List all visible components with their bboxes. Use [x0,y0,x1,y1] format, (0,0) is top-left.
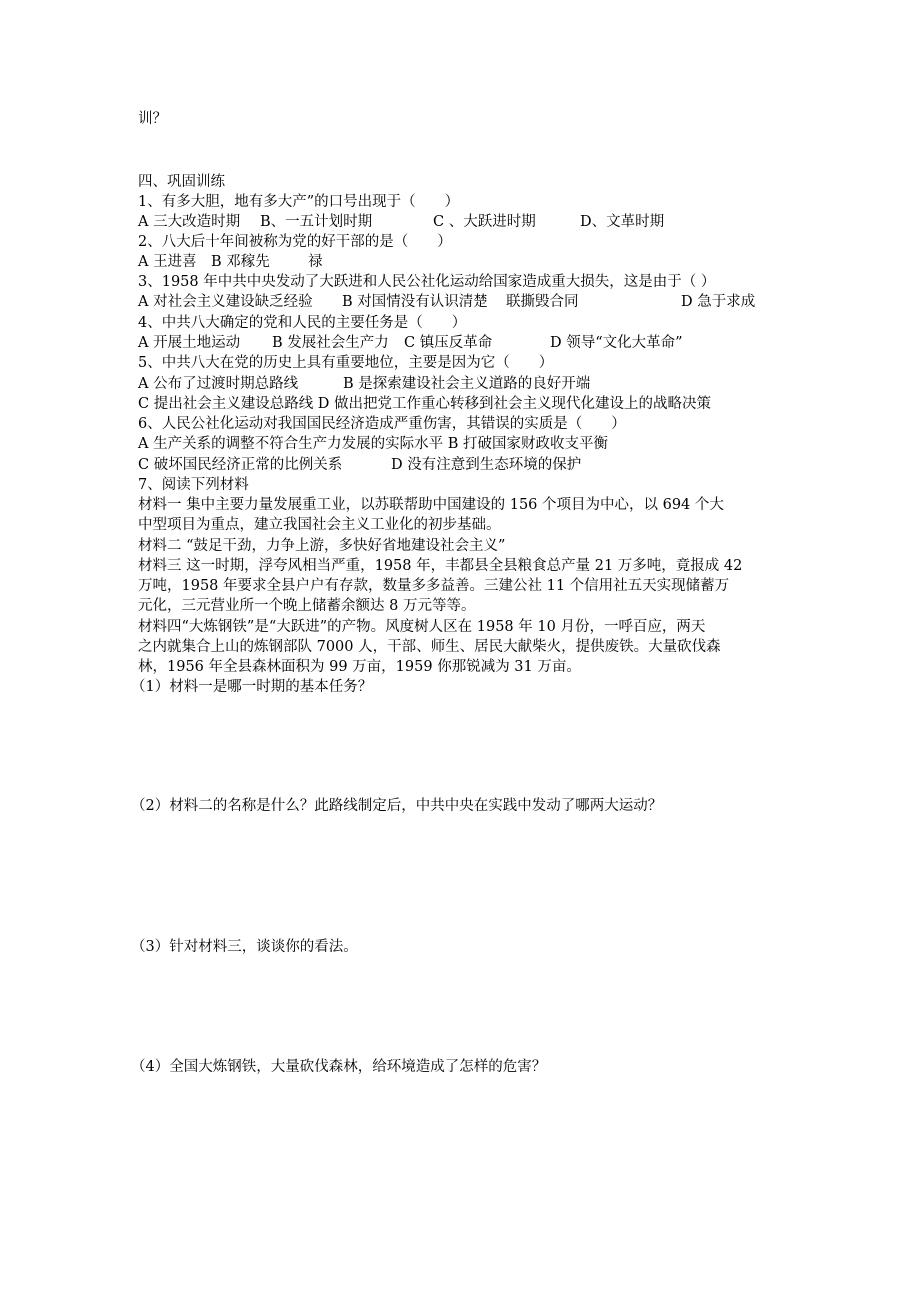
sub-question-1: （1）材料一是哪一时期的基本任务？ [131,679,373,695]
option-d: D 领导“文化大革命” [550,335,683,351]
sub-question-2: （2）材料二的名称是什么？此路线制定后，中共中央在实践中发动了哪两大运动？ [131,798,663,814]
question-5-stem: 5、中共八大在党的历史上具有重要地位，主要是因为它（ ） [138,355,554,371]
material-3-line3: 元化，三元营业所一个晚上储蓄余额达 8 万元等等。 [138,598,476,614]
material-4-line1: 材料四“大炼钢铁”是“大跃进”的产物。风度树人区在 1958 年 10 月份，一呼百应，两天 [138,619,706,635]
question-1-stem: 1、有多大胆，地有多大产”的口号出现于（ ） [138,194,460,210]
section-title: 四、巩固训练 [138,174,225,190]
material-1-line2: 中型项目为重点，建立我国社会主义工业化的初步基础。 [138,517,501,533]
option-c: C 破坏国民经济正常的比例关系 [138,457,343,473]
option-b: B、一五计划时期 [260,214,373,230]
question-6-stem: 6、人民公社化运动对我国国民经济造成严重伤害，其错误的实质是（ ） [138,416,626,432]
option-a: A 对社会主义建设缺乏经验 [138,294,313,310]
option-b: B 发展社会生产力 [272,335,389,351]
sub-question-4: （4）全国大炼钢铁，大量砍伐森林，给环境造成了怎样的危害？ [131,1059,547,1075]
option-d: D、文革时期 [580,214,665,230]
material-1-line1: 材料一 集中主要力量发展重工业，以苏联帮助中国建设的 156 个项目为中心，以 694 个大 [138,497,724,513]
option-a: A 三大改造时期 [138,214,241,230]
option-d: D 急于求成 [681,294,756,310]
option-c-fragment: 联撕毁合同 [506,294,579,310]
question-6-options-line1: A 生产关系的调整不符合生产力发展的实际水平 B 打破国家财政收支平衡 [138,436,608,452]
option-d: D 没有注意到生态环境的保护 [391,457,582,473]
option-b: B 邓稼先 [211,254,270,270]
option-a: A 开展土地运动 [138,335,241,351]
option-b: B 对国情没有认识清楚 [342,294,488,310]
question-2-stem: 2、八大后十年间被称为党的好干部的是（ ） [138,234,452,250]
question-4-stem: 4、中共八大确定的党和人民的主要任务是（ ） [138,315,467,331]
material-4-line3: 林，1956 年全县森林面积为 99 万亩，1959 你那锐减为 31 万亩。 [138,659,581,675]
question-3-stem: 3、1958 年中共中央发动了大跃进和人民公社化运动给国家造成重大损失，这是由于（ ） [138,274,716,290]
question-5-options-line2: C 提出社会主义建设总路线 D 做出把党工作重心转移到社会主义现代化建设上的战略决策 [138,396,712,412]
material-2: 材料二 “鼓足干劲，力争上游，多快好省地建设社会主义” [138,538,506,554]
sub-question-3: （3）针对材料三，谈谈你的看法。 [131,939,358,955]
material-3-line1: 材料三 这一时期，浮夸风相当严重，1958 年，丰都县全县粮食总产量 21 万多吨，竟报成 42 [138,558,743,574]
material-3-line2: 万吨，1958 年要求全县户户有存款，数量多多益善。三建公社 11 个信用社五天实现储蓄万 [138,578,730,594]
option-a: A 王进喜 [138,254,197,270]
option-c: C 、大跃进时期 [433,214,536,230]
option-a: A 公布了过渡时期总路线 [138,376,299,392]
option-fragment: 禄 [308,254,323,270]
option-b: B 是探索建设社会主义道路的良好开端 [343,376,591,392]
continuation-text: 训？ [138,111,167,127]
material-4-line2: 之内就集合上山的炼钢部队 7000 人，干部、师生、居民大献柴火，提供废铁。大量砍伐森 [138,639,721,655]
question-7-stem: 7、阅读下列材料 [138,477,249,493]
option-c: C 镇压反革命 [404,335,493,351]
